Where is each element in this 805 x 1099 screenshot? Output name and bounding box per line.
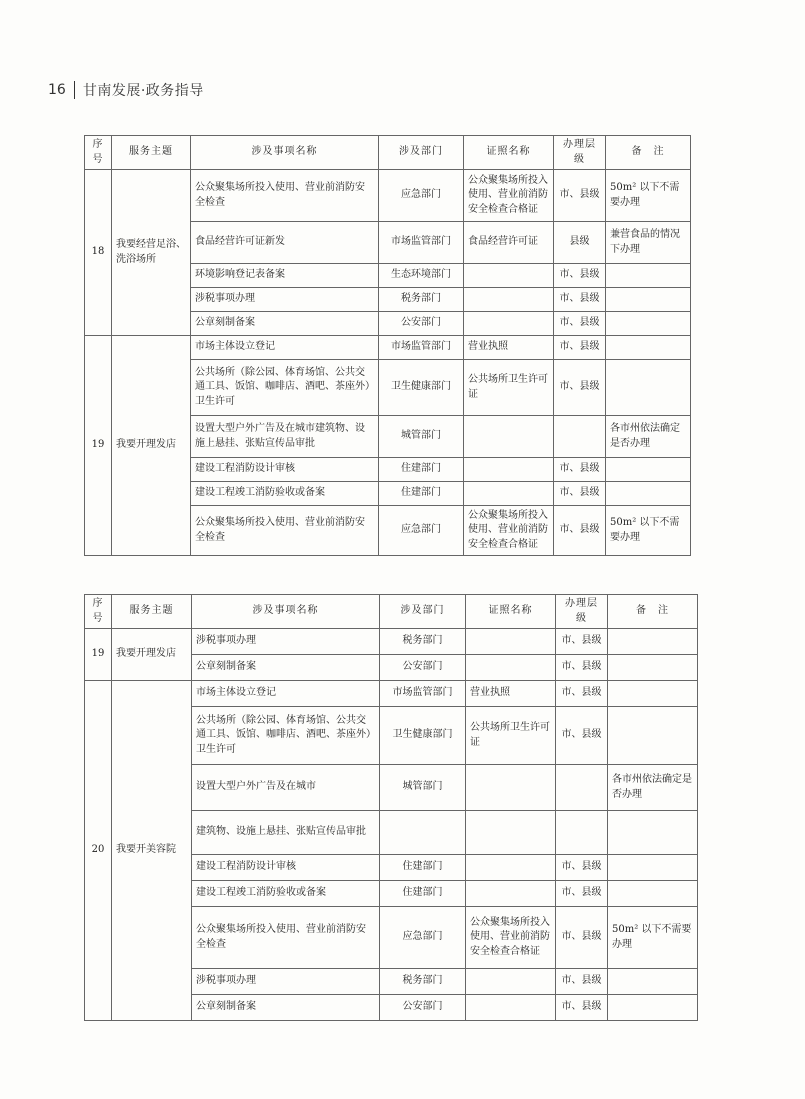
note-cell [606,360,691,416]
level-cell: 市、县级 [554,360,606,416]
item-cell: 公共场所（除公园、体育场馆、公共交通工具、饭馆、咖啡店、酒吧、茶座外）卫生许可 [191,360,379,416]
item-cell: 公众聚集场所投入使用、营业前消防安全检查 [191,506,379,556]
dept-cell: 应急部门 [380,907,466,969]
license-cell: 公众聚集场所投入使用、营业前消防安全检查合格证 [464,170,554,222]
item-cell: 公众聚集场所投入使用、营业前消防安全检查 [191,170,379,222]
note-cell [608,629,698,655]
item-cell: 设置大型户外广告及在城市建筑物、设施上悬挂、张贴宣传品审批 [191,416,379,458]
table-row [85,681,698,707]
dept-cell: 生态环境部门 [379,264,464,288]
level-cell: 市、县级 [554,458,606,482]
license-cell [464,482,554,506]
table-row [85,170,691,222]
note-cell [606,264,691,288]
table-header-row [85,595,698,629]
seq-cell: 20 [85,681,112,1021]
dept-cell: 市场监管部门 [379,222,464,264]
item-cell: 建设工程消防设计审核 [191,458,379,482]
license-cell [466,655,556,681]
level-cell: 市、县级 [556,707,608,765]
item-cell: 设置大型户外广告及在城市 [192,765,380,811]
dept-cell: 税务部门 [379,288,464,312]
license-cell [466,811,556,855]
note-cell [606,312,691,336]
item-cell: 公章刻制备案 [192,995,380,1021]
item-cell: 市场主体设立登记 [192,681,380,707]
dept-cell: 住建部门 [380,855,466,881]
level-cell: 市、县级 [554,312,606,336]
table-header-row [85,136,691,170]
item-cell: 公章刻制备案 [192,655,380,681]
note-cell [608,969,698,995]
license-cell: 公众聚集场所投入使用、营业前消防安全检查合格证 [464,506,554,556]
note-cell: 50m² 以下不需要办理 [606,506,691,556]
item-cell: 环境影响登记表备案 [191,264,379,288]
level-cell: 县级 [554,222,606,264]
level-cell [554,416,606,458]
level-cell: 市、县级 [554,288,606,312]
license-cell: 公共场所卫生许可证 [466,707,556,765]
note-cell [606,482,691,506]
license-cell: 食品经营许可证 [464,222,554,264]
license-cell [466,765,556,811]
dept-cell: 应急部门 [379,170,464,222]
theme-cell: 我要开理发店 [112,336,191,556]
col-header-dept: 涉及部门 [380,595,466,629]
col-header-theme: 服务主题 [112,595,192,629]
level-cell: 市、县级 [556,881,608,907]
col-header-item: 涉及事项名称 [191,136,379,170]
theme-cell: 我要开理发店 [112,629,192,681]
col-header-theme: 服务主题 [112,136,191,170]
license-cell [466,855,556,881]
service-table-1 [84,135,691,556]
note-cell: 各市州依法确定是否办理 [606,416,691,458]
level-cell: 市、县级 [554,482,606,506]
page-number: 16 [48,82,66,98]
note-cell [606,336,691,360]
col-header-seq: 序号 [85,136,112,170]
license-cell [464,458,554,482]
level-cell: 市、县级 [556,995,608,1021]
note-cell [608,655,698,681]
dept-cell: 城管部门 [379,416,464,458]
item-cell: 市场主体设立登记 [191,336,379,360]
theme-cell: 我要开美容院 [112,681,192,1021]
col-header-level: 办理层级 [556,595,608,629]
license-cell [464,312,554,336]
seq-cell: 18 [85,170,112,336]
license-cell: 公众聚集场所投入使用、营业前消防安全检查合格证 [466,907,556,969]
seq-cell: 19 [85,629,112,681]
dept-cell: 住建部门 [379,482,464,506]
license-cell [464,416,554,458]
col-header-license: 证照名称 [466,595,556,629]
dept-cell: 应急部门 [379,506,464,556]
dept-cell: 卫生健康部门 [380,707,466,765]
col-header-license: 证照名称 [464,136,554,170]
license-cell [466,995,556,1021]
dept-cell: 税务部门 [380,969,466,995]
service-table-2 [84,594,698,1021]
license-cell [466,969,556,995]
level-cell: 市、县级 [556,855,608,881]
level-cell: 市、县级 [556,655,608,681]
item-cell: 建筑物、设施上悬挂、张贴宣传品审批 [192,811,380,855]
dept-cell: 住建部门 [380,881,466,907]
header-divider [74,81,75,99]
level-cell: 市、县级 [556,907,608,969]
license-cell: 营业执照 [466,681,556,707]
license-cell [464,264,554,288]
item-cell: 食品经营许可证新发 [191,222,379,264]
note-cell [608,707,698,765]
dept-cell: 公安部门 [379,312,464,336]
note-cell [608,811,698,855]
note-cell: 50m² 以下不需要办理 [606,170,691,222]
note-cell [608,881,698,907]
theme-cell: 我要经营足浴、洗浴场所 [112,170,191,336]
item-cell: 公共场所（除公园、体育场馆、公共交通工具、饭馆、咖啡店、酒吧、茶座外）卫生许可 [192,707,380,765]
level-cell: 市、县级 [554,506,606,556]
note-cell: 各市州依法确定是否办理 [608,765,698,811]
level-cell: 市、县级 [556,629,608,655]
item-cell: 公章刻制备案 [191,312,379,336]
level-cell: 市、县级 [556,969,608,995]
note-cell [606,458,691,482]
license-cell [466,881,556,907]
note-cell [608,995,698,1021]
note-cell: 兼营食品的情况下办理 [606,222,691,264]
page-header [48,80,204,100]
table-row [85,629,698,655]
table-row [85,336,691,360]
dept-cell: 市场监管部门 [380,681,466,707]
col-header-seq: 序号 [85,595,112,629]
dept-cell [380,811,466,855]
dept-cell: 住建部门 [379,458,464,482]
license-cell: 公共场所卫生许可证 [464,360,554,416]
dept-cell: 公安部门 [380,655,466,681]
item-cell: 涉税事项办理 [192,629,380,655]
item-cell: 建设工程竣工消防验收或备案 [191,482,379,506]
col-header-item: 涉及事项名称 [192,595,380,629]
col-header-dept: 涉及部门 [379,136,464,170]
license-cell [464,288,554,312]
item-cell: 建设工程消防设计审核 [192,855,380,881]
col-header-level: 办理层级 [554,136,606,170]
dept-cell: 市场监管部门 [379,336,464,360]
col-header-note: 备 注 [608,595,698,629]
item-cell: 建设工程竣工消防验收或备案 [192,881,380,907]
level-cell [556,811,608,855]
dept-cell: 税务部门 [380,629,466,655]
level-cell: 市、县级 [554,170,606,222]
col-header-note: 备 注 [606,136,691,170]
note-cell [608,855,698,881]
level-cell [556,765,608,811]
note-cell [608,681,698,707]
license-cell: 营业执照 [464,336,554,360]
note-cell [606,288,691,312]
item-cell: 涉税事项办理 [191,288,379,312]
dept-cell: 公安部门 [380,995,466,1021]
level-cell: 市、县级 [554,336,606,360]
note-cell: 50m² 以下不需要办理 [608,907,698,969]
dept-cell: 卫生健康部门 [379,360,464,416]
dept-cell: 城管部门 [380,765,466,811]
item-cell: 公众聚集场所投入使用、营业前消防安全检查 [192,907,380,969]
seq-cell: 19 [85,336,112,556]
item-cell: 涉税事项办理 [192,969,380,995]
page-title: 甘南发展·政务指导 [82,83,204,99]
license-cell [466,629,556,655]
level-cell: 市、县级 [556,681,608,707]
level-cell: 市、县级 [554,264,606,288]
